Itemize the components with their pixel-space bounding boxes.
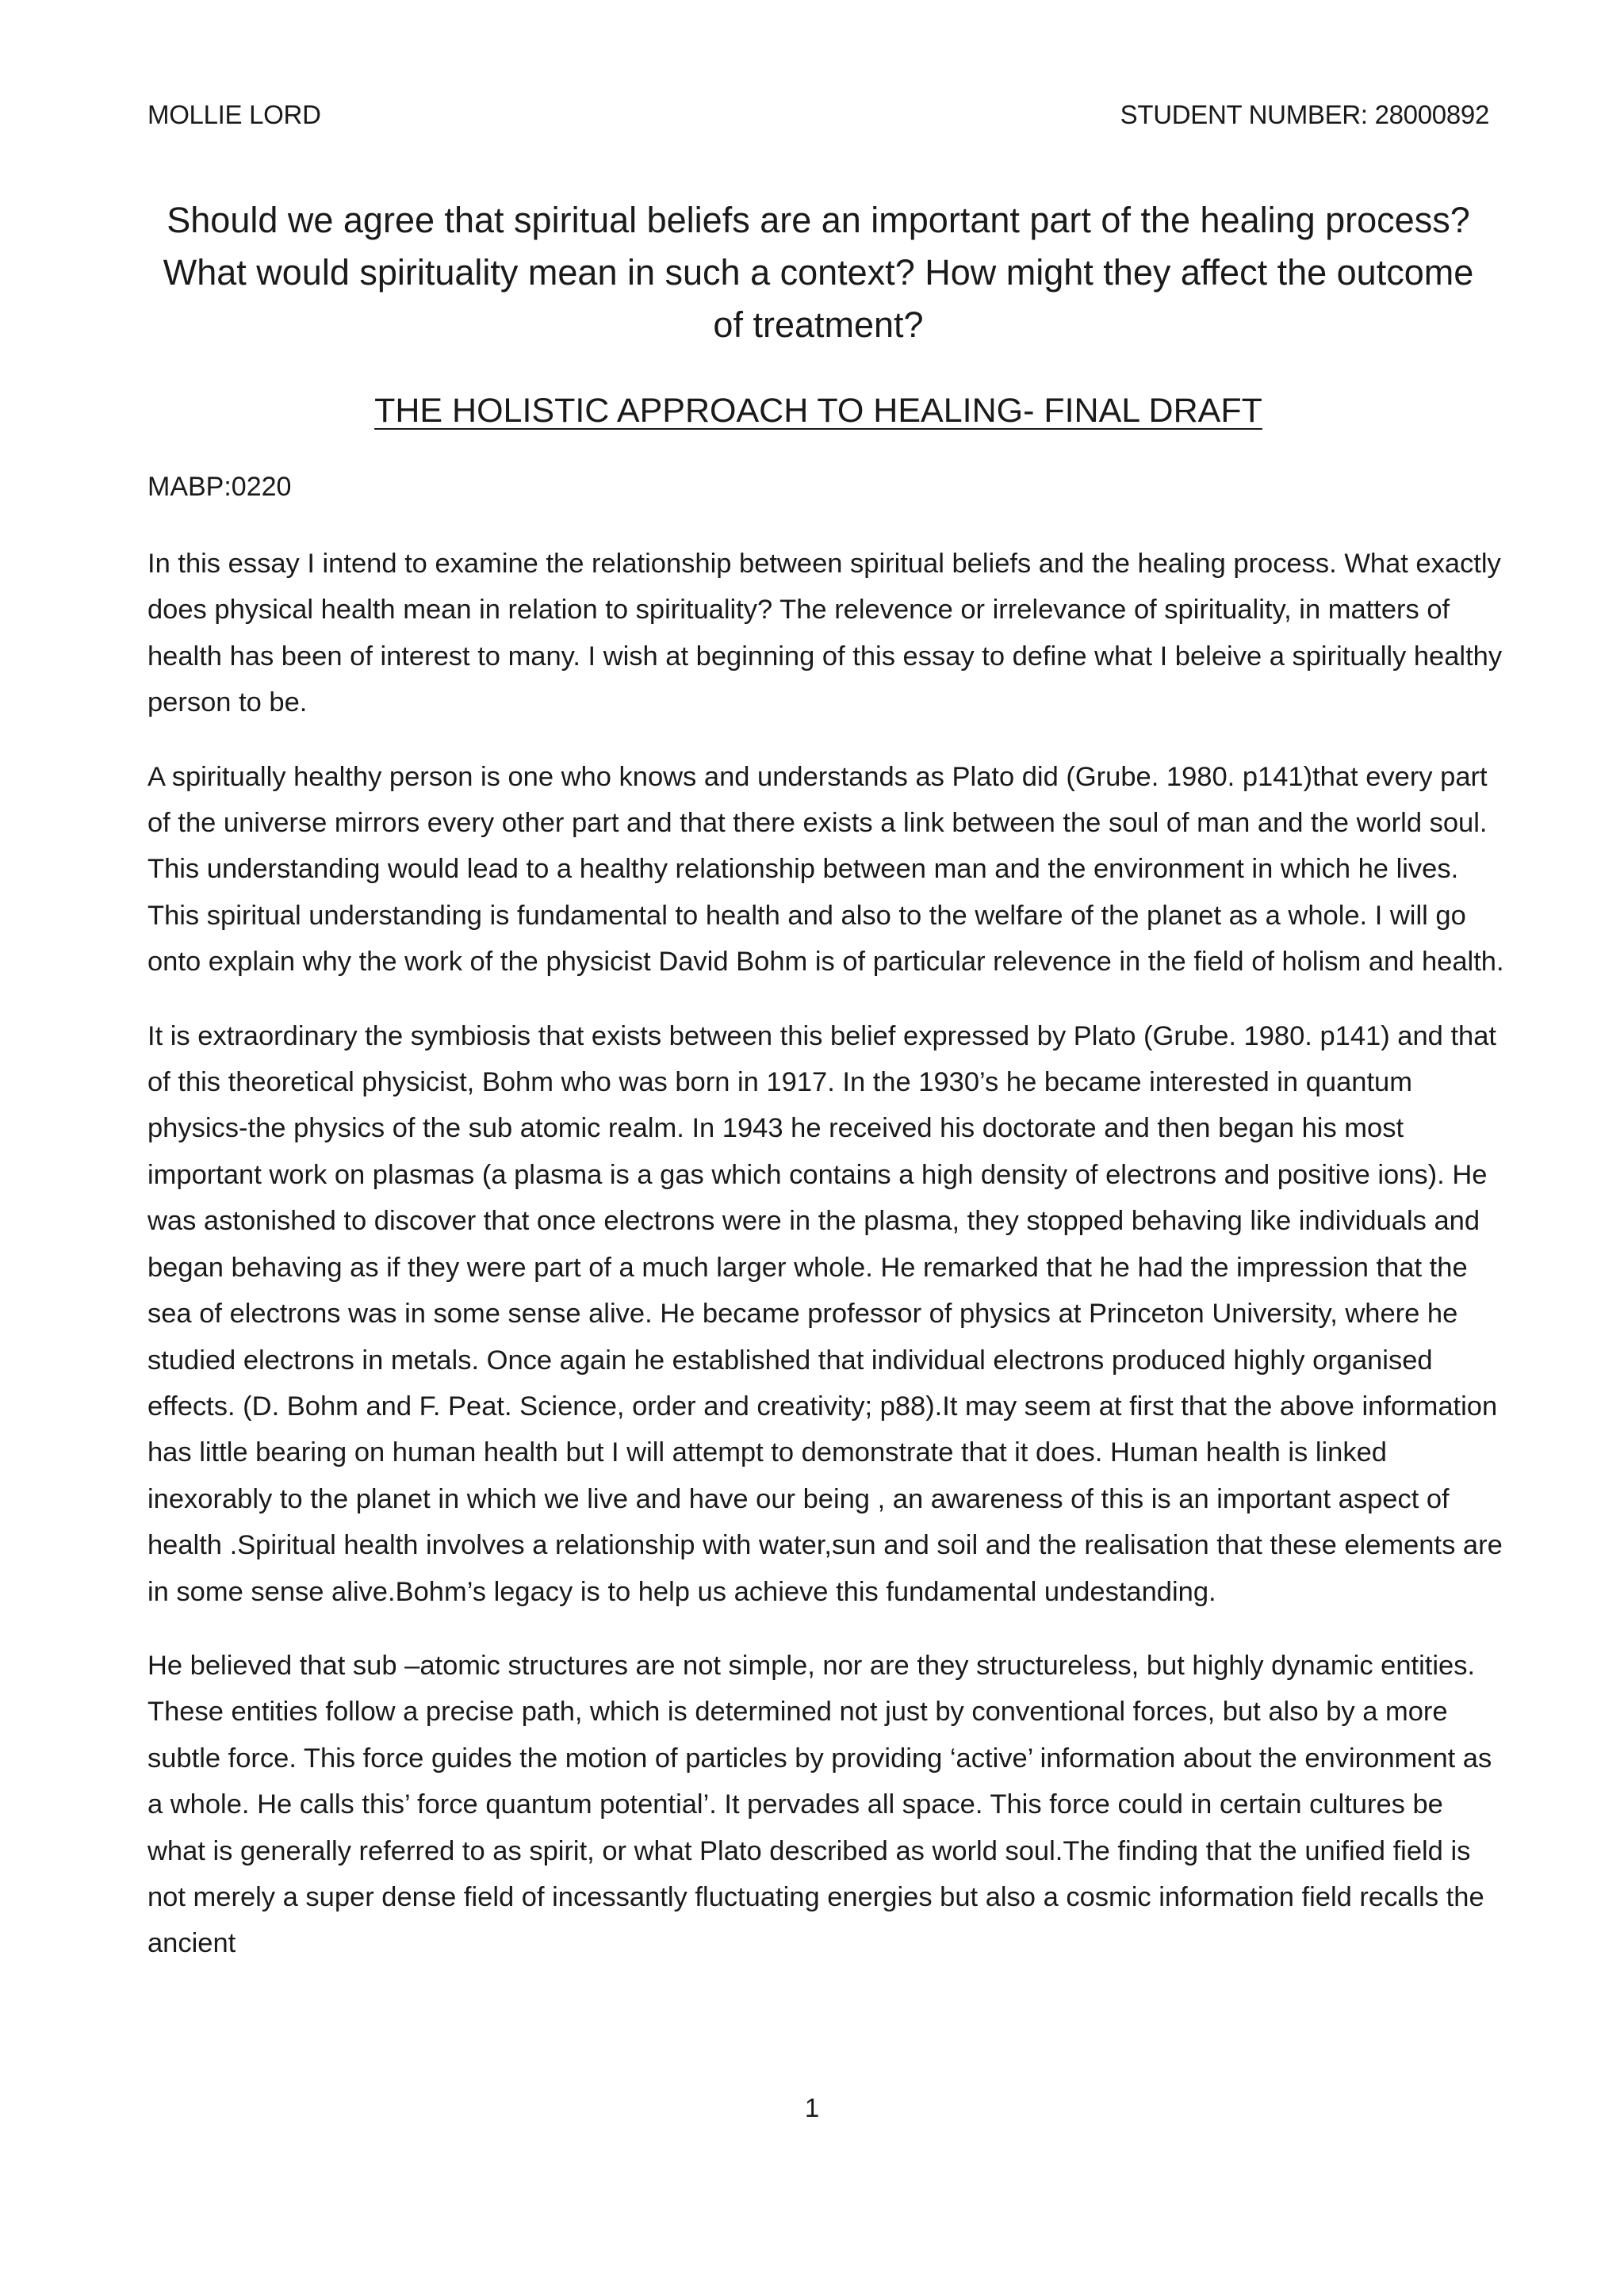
paragraph-4: He believed that sub –atomic structures are not simple, nor are they structureless, but highly dynamic entities. These entities follow a precise path, which is determined not just by conventional forces, but also by a more subtle force. This force guides the motion of particles by providing ‘active’ information about the environment as a whole. He calls this’ force quantum potential’. It pervades all space. This force could in certain cultures be what is generally referred to as spirit, or what Plato described as world soul.The finding that the unified field is not merely a super dense field of incessantly fluctuating energies but also a cosmic information field recalls the ancient bbox=[147, 1650, 1492, 1959]
paragraph-2: A spiritually healthy person is one who knows and understands as Plato did (Grube. 1980. p141)that every part of the universe mirrors every other part and that there exists a link between the soul of man and the world soul. This understanding would lead to a healthy relationship between man and the environment in which he lives. This spiritual understanding is fundamental to health and also to the welfare of the planet as a whole. I will go onto explain why the work of the physicist David Bohm is of particular relevence in the field of holism and health. bbox=[147, 761, 1504, 978]
page-number: 1 bbox=[804, 2093, 820, 2122]
student-number: STUDENT NUMBER: 28000892 bbox=[1120, 100, 1489, 129]
essay-body bbox=[147, 541, 1505, 1995]
paragraph-3: It is extraordinary the symbiosis that exists between this belief expressed by Plato (Grube. 1980. p141) and that of this theoretical physicist, Bohm who was born in 1917. In the 1930’s he became interested in quantum physics-the physics of the sub atomic realm. In 1943 he received his doctorate and then began his most important work on plasmas (a plasma is a gas which contains a high density of electrons and positive ions). He was astonished to discover that once electrons were in the plasma, they stopped behaving like individuals and began behaving as if they were part of a much larger whole. He remarked that he had the impression that the sea of electrons was in some sense alive. He became professor of physics at Princeton University, where he studied electrons in metals. Once again he established that individual electrons produced highly organised effects. (D. Bohm and F. Peat. Science, order and creativity; p88).It may seem at first that the above information has little bearing on human health but I will attempt to demonstrate that it does. Human health is linked inexorably to the planet in which we live and have our being , an awareness of this is an important aspect of health .Spiritual health involves a relationship with water,sun and soil and the realisation that these elements are in some sense alive.Bohm’s legacy is to help us achieve this fundamental undestanding. bbox=[147, 1020, 1503, 1607]
module-code: MABP:0220 bbox=[147, 472, 292, 502]
author-name: MOLLIE LORD bbox=[147, 100, 321, 129]
essay-title: THE HOLISTIC APPROACH TO HEALING- FINAL DRAFT bbox=[374, 392, 1262, 430]
page-header bbox=[147, 95, 1489, 135]
paragraph-1: In this essay I intend to examine the relationship between spiritual beliefs and the healing process. What exactly does physical health mean in relation to spirituality? The relevence or irrelevance of spirituality, in matters of health has been of interest to many. I wish at beginning of this essay to define what I beleive a spiritually healthy person to be. bbox=[147, 549, 1503, 718]
essay-question: Should we agree that spiritual beliefs are an important part of the healing process? What would spirituality mean in such a context? How might they affect the outcome of treatment? bbox=[163, 200, 1474, 345]
